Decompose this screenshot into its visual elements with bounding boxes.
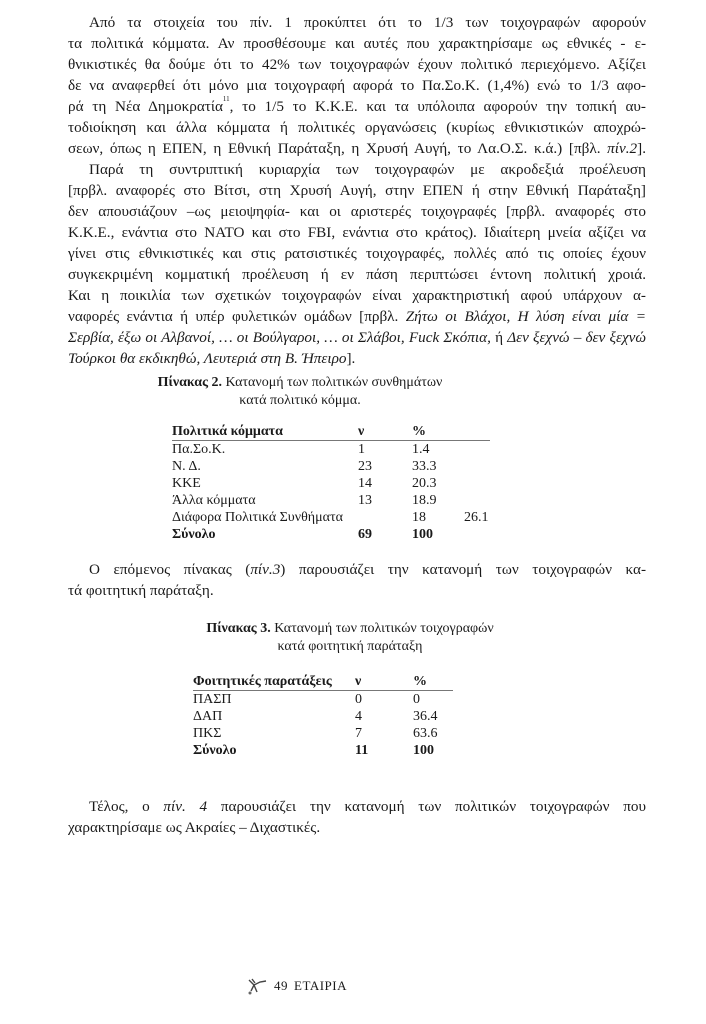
text-line: [68, 75, 646, 96]
page-footer: [246, 976, 347, 996]
table-2: [172, 423, 490, 543]
table-total-row: [193, 742, 453, 759]
text-segment: Δεν ξεχνώ – δεν ξεχνώ: [507, 329, 646, 346]
table-cell: 69: [358, 527, 372, 542]
table-cell: Σύνολο: [193, 743, 237, 758]
text-segment: τά φοιτητική παράταξη.: [68, 582, 214, 599]
table-cell: 0: [413, 692, 420, 707]
table-cell: ΚΚΕ: [172, 476, 201, 491]
table-cell: 100: [413, 743, 434, 758]
text-segment: ρά τη Νέα Δημοκρατία: [68, 98, 223, 115]
table-cell: 13: [358, 493, 372, 508]
text-line: [68, 243, 646, 264]
table-cell: 23: [358, 459, 372, 474]
text-line: [68, 138, 646, 159]
table-cell: ΠΑΣΠ: [193, 692, 232, 707]
text-line: [68, 54, 646, 75]
text-line: [68, 559, 646, 580]
table-cell: 26.1: [464, 510, 489, 525]
text-segment: ναφορές ενάντια ή υπέρ φυλετικών ομάδων [πρβλ.: [68, 308, 406, 325]
table-header-row: [193, 673, 453, 691]
text-line: [68, 817, 646, 838]
text-line: [68, 222, 646, 243]
table-row: [193, 708, 453, 725]
text-segment: πίν. 4: [163, 798, 208, 815]
table-cell: Διάφορα Πολιτικά Συνθήματα: [172, 510, 343, 525]
journal-name: ΕΤΑΙΡΙΑ: [294, 978, 348, 993]
table-cell: Σύνολο: [172, 527, 216, 542]
table-cell: 1.4: [412, 442, 430, 457]
table-cell: [464, 492, 490, 509]
paragraph-1: [68, 12, 646, 159]
text-segment: ].: [346, 350, 356, 367]
text-line: [68, 327, 646, 348]
text-segment: πίν.2: [607, 140, 638, 157]
text-line: [68, 33, 646, 54]
table-cell: 100: [412, 527, 433, 542]
text-segment: ].: [637, 140, 646, 157]
table-cell: Άλλα κόμματα: [172, 493, 256, 508]
table-cell: 18.9: [412, 493, 437, 508]
table-2-caption: [150, 374, 450, 410]
text-line: [68, 264, 646, 285]
text-line: [68, 348, 646, 369]
table-cell: Φοιτητικές παρατάξεις: [193, 673, 355, 691]
text-segment: γίνει στις εθνικιστικές και στις ρατσιστικές τοιχογραφές, πολλές από τις οποίες έχουν: [68, 245, 646, 262]
text-line: [68, 306, 646, 327]
table-3-title: Κατανομή των πολιτικών τοιχογραφών: [270, 621, 494, 636]
text-line: [68, 180, 646, 201]
table-2-title: Κατανομή των πολιτικών συνθημάτων: [222, 375, 443, 390]
text-segment: χαρακτηρίσαμε ως Ακραίες – Διχαστικές.: [68, 819, 321, 836]
table-3: [193, 673, 453, 759]
table-cell: ΔΑΠ: [193, 709, 223, 724]
text-segment: Από τα στοιχεία του πίν. 1 προκύπτει ότι το 1/3 των τοιχογραφών αφορούν: [89, 14, 646, 31]
text-line: [68, 796, 646, 817]
text-line: [68, 117, 646, 138]
table-3-caption: [190, 620, 510, 656]
text-segment: Και η ποικιλία των σχετικών τοιχογραφών είναι χαρακτηριστική αφού υπάρχουν α-: [68, 287, 646, 304]
table-row: [193, 691, 453, 709]
footnote-ref[interactable]: 11: [222, 95, 230, 103]
table-2-title-cont: κατά πολιτικό κόμμα.: [239, 393, 361, 408]
table-cell: Ν. Δ.: [172, 459, 201, 474]
text-segment: Κ.Κ.Ε., ενάντια στο ΝΑΤΟ και στο FBI, ενάντια στο κράτος). Ιδιαίτερη μνεία αξίζει να: [68, 224, 646, 241]
table-total-row: [172, 526, 490, 543]
table-row: [172, 458, 490, 475]
table-cell: 0: [355, 692, 362, 707]
table-cell: 63.6: [413, 726, 438, 741]
paragraph-4: [68, 796, 646, 838]
text-segment: Παρά τη συντριπτική κυριαρχία των τοιχογραφών με ακροδεξιά προέλευση: [89, 161, 646, 178]
table-cell: %: [413, 673, 453, 691]
table-cell: [464, 526, 490, 543]
table-row: [172, 509, 490, 526]
text-line: [68, 285, 646, 306]
text-segment: Ζήτω οι Βλάχοι, Η λύση είναι μία =: [405, 308, 646, 325]
text-segment: σεων, όπως η ΕΠΕΝ, η Εθνική Παράταξη, η Χρυσή Αυγή, το Λα.Ο.Σ. κ.ά.) [πβλ.: [68, 140, 608, 157]
table-row: [172, 475, 490, 492]
table-header-row: [172, 423, 490, 441]
text-line: [68, 12, 646, 33]
text-segment: , το 1/5 το Κ.Κ.Ε. και τα υπόλοιπα αφορούν την τοπική αυ-: [229, 98, 646, 115]
text-segment: ) παρουσιάζει την κατανομή των τοιχογραφών κα-: [280, 561, 646, 578]
text-segment: Τούρκοι θα εκδικηθώ, Λευτεριά στη Β. Ήπειρο: [68, 350, 347, 367]
table-cell: ν: [358, 423, 412, 441]
table-row: [172, 492, 490, 509]
text-segment: Ο επόμενος πίνακας (: [89, 561, 251, 578]
table-cell: [358, 509, 412, 526]
table-cell: [464, 441, 490, 459]
text-line: [68, 96, 646, 117]
table-cell: Πα.Σο.Κ.: [172, 442, 226, 457]
table-cell: ν: [355, 673, 413, 691]
text-segment: δε να αναφερθεί ότι μόνο μια τοιχογραφή αφορά το Πα.Σο.Κ. (1,4%) ενώ το 1/3 αφο-: [68, 77, 646, 94]
table-row: [172, 441, 490, 459]
table-row: [193, 725, 453, 742]
text-segment: τοδιοίκηση και άλλα κόμματα ή πολιτικές οργανώσεις (κυρίως εθνικιστικών αποχρώ-: [68, 119, 646, 136]
table-cell: 33.3: [412, 459, 437, 474]
table-cell: 1: [358, 442, 365, 457]
text-segment: Σερβία, έξω οι Αλβανοί, … οι Βούλγαροι, … οι Σλάβοι, Fuck Σκόπια,: [68, 329, 491, 346]
text-segment: ή: [490, 329, 508, 346]
text-segment: δεν απουσιάζουν –ως μειοψηφία- και οι αριστερές τοιχογραφές [πρβλ. αναφορές στο: [68, 203, 646, 220]
table-3-title-cont: κατά φοιτητική παράταξη: [277, 639, 423, 654]
text-segment: συγκεκριμένη κομματική προέλευση ή εν πάση περιπτώσει έντονη πολιτική χροιά.: [68, 266, 646, 283]
table-cell: 4: [355, 709, 362, 724]
table-cell: [464, 475, 490, 492]
table-cell: 11: [355, 743, 369, 758]
journal-logo-icon: [246, 976, 268, 996]
table-3-label: Πίνακας 3.: [206, 621, 271, 636]
text-segment: πίν.3: [250, 561, 281, 578]
table-cell: [464, 458, 490, 475]
text-line: [68, 201, 646, 222]
text-segment: Τέλος, ο: [89, 798, 164, 815]
text-segment: τα πολιτικά κόμματα. Αν προσθέσουμε και αυτές που χαρακτηρίσαμε ως εθνικές - ε-: [68, 35, 646, 52]
table-cell: ΠΚΣ: [193, 726, 222, 741]
table-cell: %: [412, 423, 464, 441]
page-number: 49: [274, 978, 288, 993]
text-line: [68, 159, 646, 180]
text-line: [68, 580, 646, 601]
table-cell: 7: [355, 726, 362, 741]
table-2-label: Πίνακας 2.: [157, 375, 222, 390]
text-segment: [πρβλ. αναφορές στο Βίτσι, στη Χρυσή Αυγή, στην ΕΠΕΝ ή στην Εθνική Παράταξη]: [68, 182, 646, 199]
table-cell: 20.3: [412, 476, 437, 491]
table-cell: Πολιτικά κόμματα: [172, 423, 358, 441]
table-cell: 36.4: [413, 709, 438, 724]
table-cell: 14: [358, 476, 372, 491]
table-cell: 18: [412, 510, 426, 525]
paragraph-3: [68, 559, 646, 601]
text-segment: θνικιστικές θα δούμε ότι το 42% των τοιχογραφών έχουν πολιτικό περιεχόμενο. Αξίζει: [68, 56, 646, 73]
paragraph-2: [68, 159, 646, 369]
table-cell: [464, 423, 490, 441]
text-segment: παρουσιάζει την κατανομή των πολιτικών τοιχογραφών που: [207, 798, 646, 815]
